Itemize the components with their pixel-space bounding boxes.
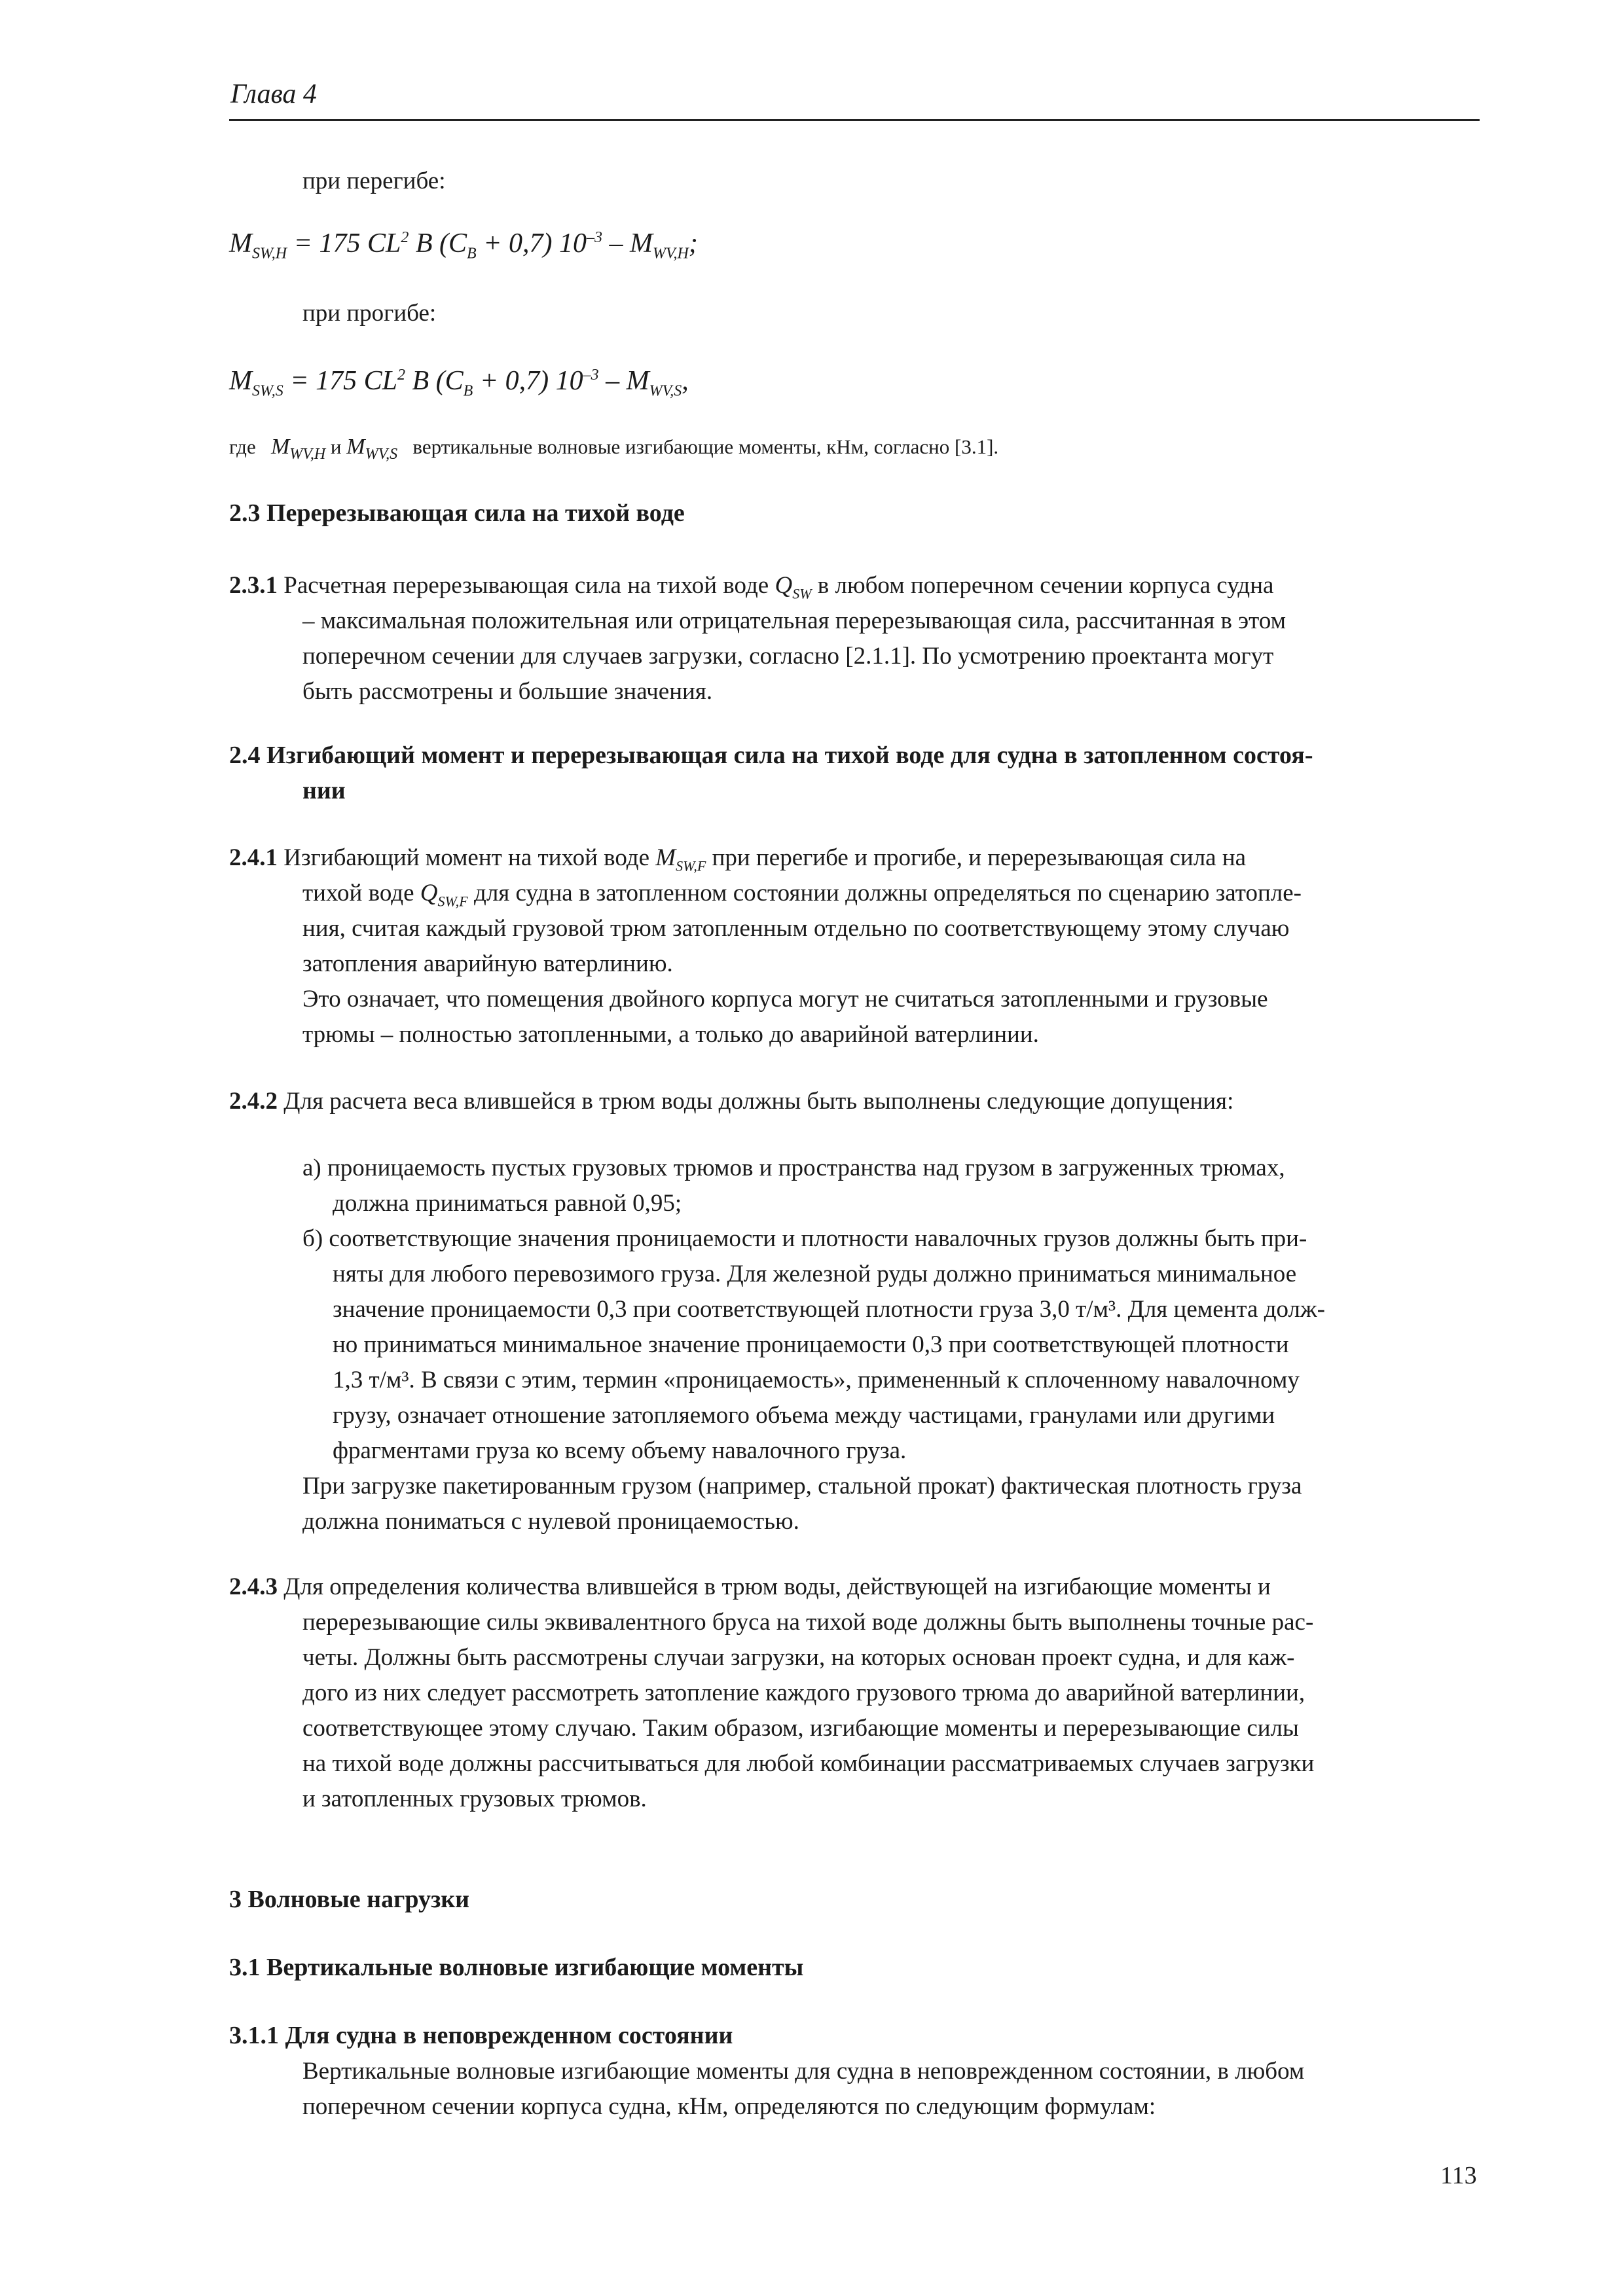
paragraph-number: 2.4.3 <box>229 1573 278 1600</box>
paragraph-number: 2.4.1 <box>229 844 278 871</box>
paragraph-number: 2.3.1 <box>229 572 278 599</box>
running-header <box>229 73 1480 121</box>
section-3-1-1-heading: 3.1.1 Для судна в неповрежденном состоянии <box>229 2022 733 2049</box>
formula-hogging: $M_{SW,H} = 175$ $CL^2$ B $(C_B + 0,7)$ $10^{-3} - M_{WV,H}$; <box>229 228 698 262</box>
document-page: Глава 4 при перегибе: $M_{SW,H} = 175$ $CL^2$ B $(C_B + 0,7)$ $10^{-3} - M_{WV,H}$; при прогибе: $M_{SW,S} = 175$ $CL^2$ B $(C_B + 0,7)$ $10^{-3} - M_{WV,S}$, где $M_{WV,H}$ и $M_{WV,S}$ вертикальные волновые изгибающие моменты, кНм, согласно [3.1]. 2.3 Перерезывающая сила на тихой воде 2.3.1 Расчетная перерезывающая сила на тихой воде $Q_{SW}$ в любом поперечном сечении корпуса судна – максимальная положительная или отрицательная перерезывающая сила, рассчитанная в этом поперечном сечении для случаев загрузки, согласно [2.1.1]. По усмотрению проектанта могут быть рассмотрены и большие значения. 2.4 Изгибающий момент и перерезывающая сила на тихой воде для судна в затопленном состоя- нии 2.4.1 Изгибающий момент на тихой воде $M_{SW,F}$ при перегибе и прогибе, и перерезывающая сила на тихой воде $Q_{SW,F}$ для судна в затопленном состоянии должны определяться по сценарию затопле- ния, считая каждый грузовой трюм затопленным отдельно по соответствующему этому случаю затопления аварийную ватерлинию. Это означает, что помещения двойного корпуса могут не считаться затопленными и грузовые трюмы – полностью затопленными, а только до аварийной ватерлинии. 2.4.2 Для расчета веса влившейся в трюм воды должны быть выполнены следующие допущения: а) проницаемость пустых грузовых трюмов и пространства над грузом в загруженных трюмах, должна приниматься равной 0,95; б) соответствующие значения проницаемости и плотности навалочных грузов должны быть при- няты для любого перевозимого груза. Для железной руды должно приниматься минимальное значение проницаемости 0,3 при соответствующей плотности груза 3,0 т/м³. Для цемента долж- но приниматься минимальное значение проницаемости 0,3 при соответствующей плотности 1,3 т/м³. В связи с этим, термин «проницаемость», примененный к сплоченному навалочному грузу, означает отношение затопляемого объема между частицами, гранулами или другими фрагментами груза ко всему объему навалочного груза. При загрузке пакетированным грузом (например, стальной прокат) фактическая плотность груза должна пониматься с нулевой проницаемостью. 2.4.3 Для определения количества влившейся в трюм воды, действующей на изгибающие моменты и перерезывающие силы эквивалентного бруса на тихой воде должны быть выполнены точные рас- четы. Должны быть рассмотрены случаи загрузки, на которых основан проект судна, и для каж- дого из них следует рассмотреть затопление каждого грузового трюма до аварийной ватерлинии, соответствующее этому случаю. Таким образом, изгибающие моменты и перерезывающие силы на тихой воде должны рассчитываться для любой комбинации рассматриваемых случаев загрузки и затопленных грузовых трюмов. 3 Волновые нагрузки 3.1 Вертикальные волновые изгибающие моменты 3.1.1 Для судна в неповрежденном состоянии Вертикальные волновые изгибающие моменты для судна в неповрежденном состоянии, в любом поперечном сечении корпуса судна, кНм, определяются по следующим формулам: 113 <box>0 0 1623 2296</box>
formula-sagging: $M_{SW,S} = 175$ $CL^2$ B $(C_B + 0,7)$ $10^{-3} - M_{WV,S}$, <box>229 366 689 400</box>
list-item-b: б) соответствующие значения проницаемости и плотности навалочных грузов должны быть при- <box>302 1225 1307 1252</box>
where-clause: где $M_{WV,H}$ и $M_{WV,S}$ вертикальные волновые изгибающие моменты, кНм, согласно [3.1]. <box>229 435 999 463</box>
paragraph-number: 2.4.2 <box>229 1088 278 1115</box>
section-3-heading: 3 Волновые нагрузки <box>229 1886 470 1913</box>
hogging-intro: при перегибе: <box>302 168 446 194</box>
list-item-a: а) проницаемость пустых грузовых трюмов и пространства над грузом в загруженных трюмах, <box>302 1155 1285 1181</box>
page-number: 113 <box>1440 2162 1477 2189</box>
section-3-1-heading: 3.1 Вертикальные волновые изгибающие моменты <box>229 1954 804 1981</box>
chapter-title: Глава 4 <box>230 79 317 109</box>
section-2-3-heading: 2.3 Перерезывающая сила на тихой воде <box>229 499 685 527</box>
sagging-intro: при прогибе: <box>302 300 437 327</box>
